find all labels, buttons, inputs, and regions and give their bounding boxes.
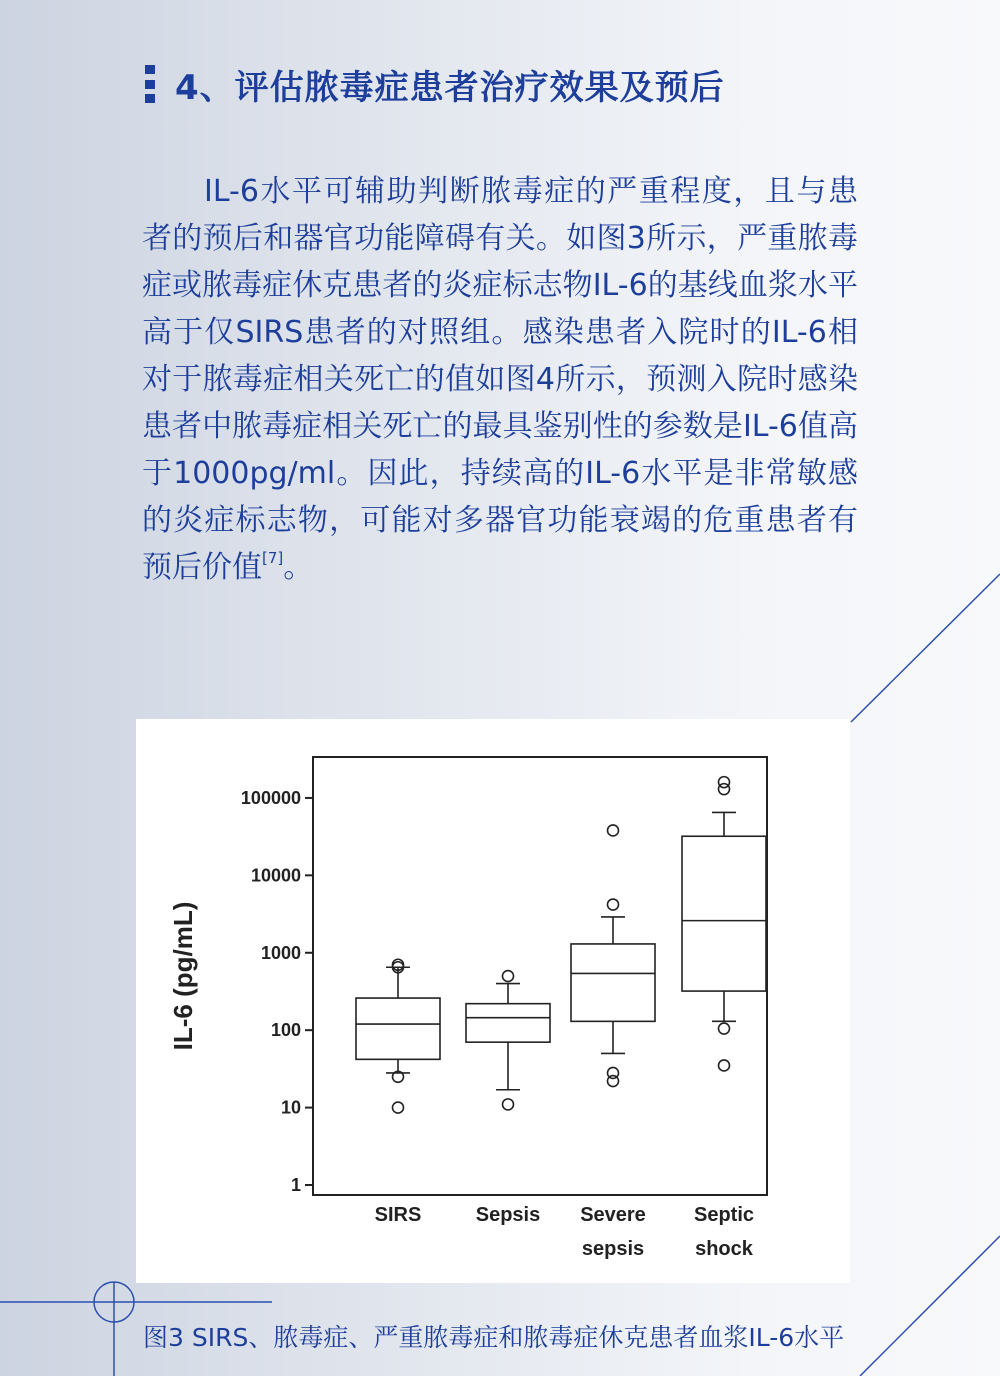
paragraph-text: IL-6水平可辅助判断脓毒症的严重程度，且与患者的预后和器官功能障碍有关。如图3所示，严重脓毒症或脓毒症休克患者的炎症标志物IL-6的基线血浆水平高于仅SIRS患者的对照组。感染患者入院时的IL-6相对于脓毒症相关死亡的值如图4所示，预测入院时感染患者中脓毒症相关死亡的最具鉴别性的参数是IL-6值高于1000pg/ml。因此，持续高的IL-6水平是非常敏感的炎症标志物，可能对多器官功能衰竭的危重患者有预后价值 [142,174,858,585]
outlier-point [719,1060,730,1071]
outlier-point [393,1102,404,1113]
y-tick-label: 100 [270,1020,301,1041]
box-iqr [466,1004,550,1042]
box-iqr [682,836,766,991]
paragraph-end: 。 [283,550,314,585]
figure-panel [136,719,850,1283]
outlier-point [608,899,619,910]
section-heading [145,56,725,112]
x-tick-label: Septic [693,1204,755,1226]
citation-ref: [7] [262,549,284,567]
x-tick-label: shock [695,1238,753,1260]
outlier-point [608,1067,619,1078]
outlier-point [503,1099,514,1110]
x-tick-label: sepsis [581,1238,645,1260]
y-tick-label: 10 [280,1097,301,1118]
y-axis-label: IL-6 (pg/mL) [168,901,198,1051]
x-tick-label: SIRS [374,1204,422,1226]
outlier-point [719,1023,730,1034]
outlier-point [503,971,514,982]
il6-boxplot-chart [136,719,850,1283]
box-iqr [356,998,440,1059]
x-tick-label: Sepsis [475,1204,541,1226]
y-tick-label: 1 [290,1175,301,1195]
deco-diagonal-line-bottom [860,1236,1000,1376]
section-title: 4、评估脓毒症患者治疗效果及预后 [175,67,725,108]
y-tick-label: 100000 [240,787,301,808]
y-tick-label: 10000 [250,865,301,886]
outlier-point [608,825,619,836]
heading-marker-icon [145,65,155,103]
figure-caption: 图3 SIRS、脓毒症、严重脓毒症和脓毒症休克患者血浆IL-6水平 [143,1323,845,1352]
box-iqr [571,944,655,1021]
y-tick-label: 1000 [260,942,301,963]
deco-diagonal-line-top [851,574,1000,722]
body-paragraph [142,168,858,591]
x-tick-label: Severe [580,1204,646,1226]
outlier-point [719,777,730,788]
